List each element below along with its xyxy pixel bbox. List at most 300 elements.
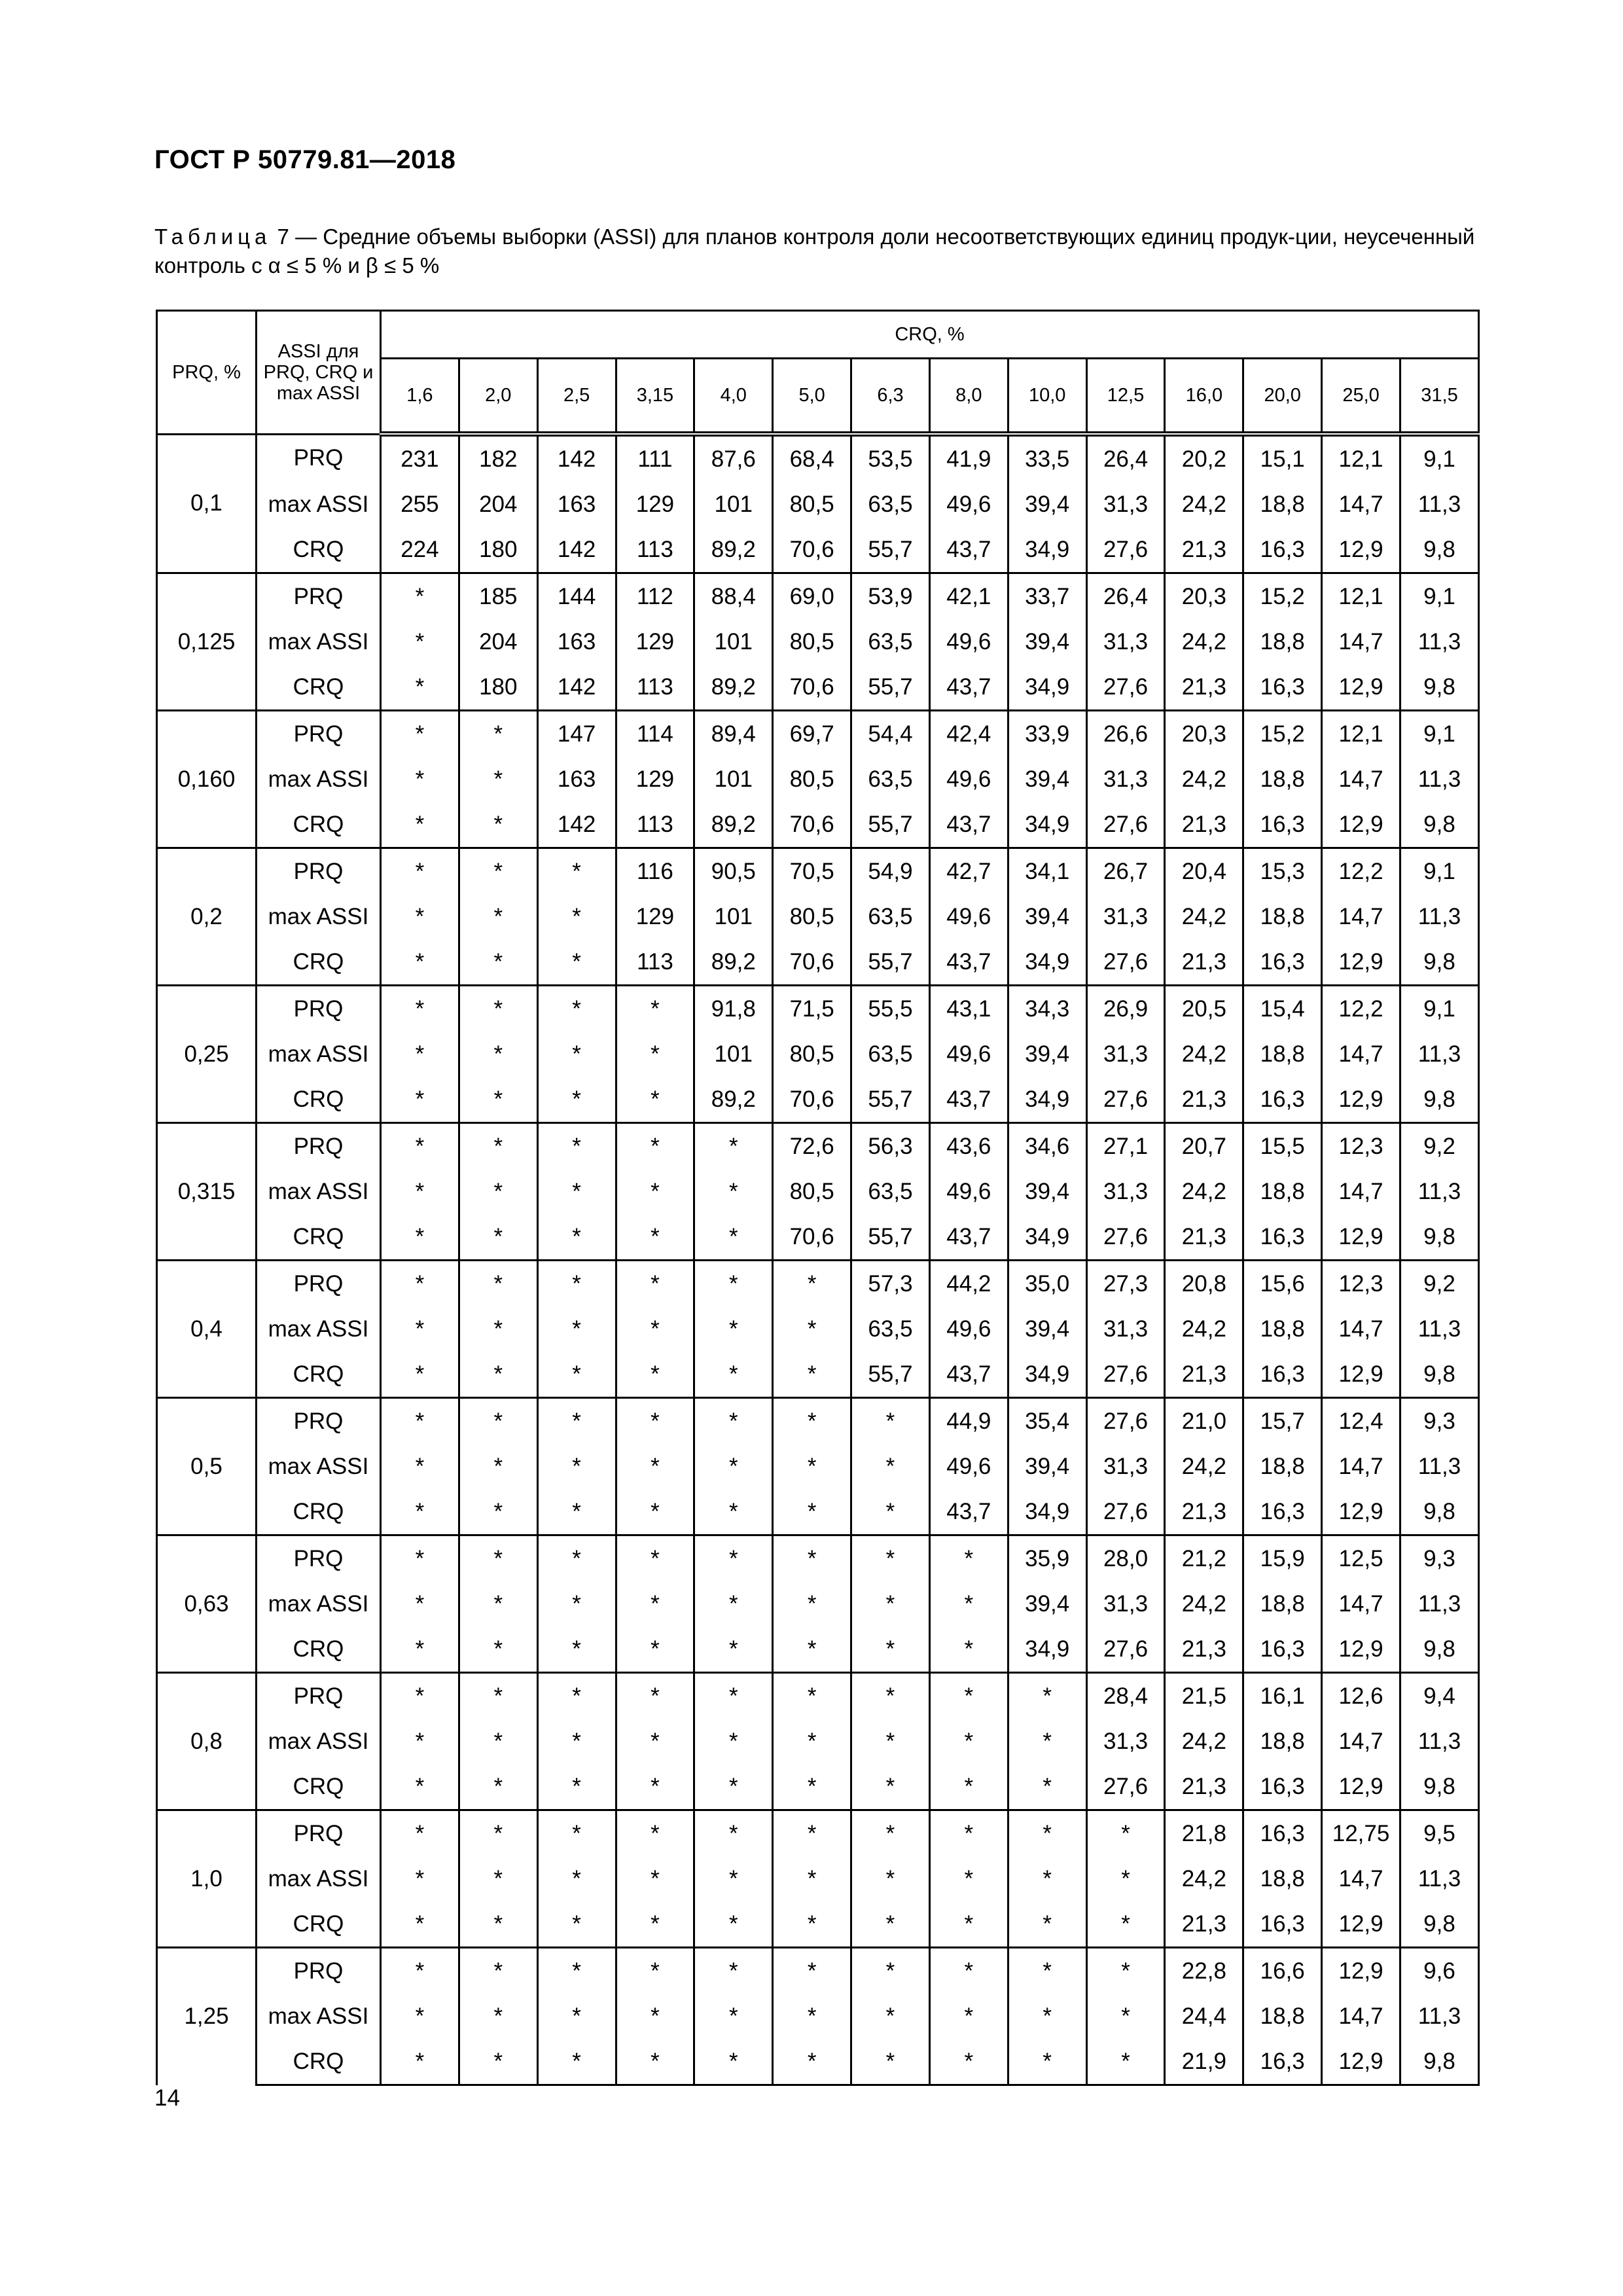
value-cell: 20,4 xyxy=(1165,848,1243,895)
value-cell: * xyxy=(459,1810,537,1857)
value-cell: 14,7 xyxy=(1322,1856,1400,1901)
value-cell: * xyxy=(381,757,459,802)
value-cell: * xyxy=(616,1031,694,1077)
value-cell: 34,9 xyxy=(1008,1626,1086,1673)
value-cell: 12,9 xyxy=(1322,1948,1400,1994)
value-cell: 80,5 xyxy=(773,482,851,527)
value-cell: * xyxy=(929,1856,1008,1901)
value-cell: * xyxy=(1008,2039,1086,2085)
value-cell: 18,8 xyxy=(1243,1306,1322,1352)
table-row xyxy=(157,1901,1479,1948)
value-cell: 24,2 xyxy=(1165,1581,1243,1626)
value-cell: 31,3 xyxy=(1086,757,1165,802)
value-cell: 9,8 xyxy=(1400,664,1478,711)
value-cell: 90,5 xyxy=(694,848,773,895)
value-cell: 14,7 xyxy=(1322,1994,1400,2039)
value-cell: * xyxy=(537,1764,616,1810)
value-cell: * xyxy=(851,1901,930,1948)
value-cell: 42,1 xyxy=(929,573,1008,620)
value-cell: 11,3 xyxy=(1400,1719,1478,1764)
value-cell: * xyxy=(1008,1856,1086,1901)
value-cell: * xyxy=(537,1673,616,1719)
table-row xyxy=(157,1719,1479,1764)
value-cell: * xyxy=(381,894,459,939)
value-cell: 89,2 xyxy=(694,802,773,848)
value-cell: 14,7 xyxy=(1322,482,1400,527)
value-cell: * xyxy=(851,1810,930,1857)
value-cell: 71,5 xyxy=(773,986,851,1032)
value-cell: 12,1 xyxy=(1322,711,1400,757)
value-cell: * xyxy=(694,1581,773,1626)
value-cell: * xyxy=(773,1856,851,1901)
value-cell: 24,2 xyxy=(1165,1719,1243,1764)
value-cell: 16,3 xyxy=(1243,1489,1322,1535)
row-label-cell: max ASSI xyxy=(257,757,381,802)
value-cell: * xyxy=(773,2039,851,2085)
value-cell: 12,9 xyxy=(1322,1901,1400,1948)
value-cell: * xyxy=(381,1123,459,1170)
value-cell: 27,6 xyxy=(1086,1626,1165,1673)
prq-value-cell: 0,160 xyxy=(157,711,257,848)
crq-header-cell: 5,0 xyxy=(773,359,851,435)
value-cell: * xyxy=(1008,1948,1086,1994)
value-cell: 26,4 xyxy=(1086,434,1165,482)
value-cell: 72,6 xyxy=(773,1123,851,1170)
row-label-cell: CRQ xyxy=(257,1214,381,1261)
row-label-cell: max ASSI xyxy=(257,619,381,664)
value-cell: 24,2 xyxy=(1165,1169,1243,1214)
value-cell: * xyxy=(694,1306,773,1352)
value-cell: 21,3 xyxy=(1165,527,1243,573)
value-cell: 43,7 xyxy=(929,939,1008,986)
value-cell: 20,3 xyxy=(1165,573,1243,620)
value-cell: 80,5 xyxy=(773,1169,851,1214)
value-cell: 15,3 xyxy=(1243,848,1322,895)
value-cell: 21,2 xyxy=(1165,1535,1243,1582)
value-cell: * xyxy=(929,1994,1008,2039)
value-cell: 12,9 xyxy=(1322,802,1400,848)
value-cell: * xyxy=(773,1810,851,1857)
value-cell: * xyxy=(616,1123,694,1170)
value-cell: 11,3 xyxy=(1400,1994,1478,2039)
value-cell: * xyxy=(929,1901,1008,1948)
value-cell: 21,3 xyxy=(1165,1764,1243,1810)
value-cell: * xyxy=(537,1169,616,1214)
value-cell: 16,3 xyxy=(1243,1214,1322,1261)
value-cell: 53,9 xyxy=(851,573,930,620)
value-cell: * xyxy=(694,1398,773,1444)
value-cell: * xyxy=(459,939,537,986)
value-cell: 49,6 xyxy=(929,757,1008,802)
prq-value-cell: 1,0 xyxy=(157,1810,257,1948)
value-cell: 21,3 xyxy=(1165,802,1243,848)
value-cell: 18,8 xyxy=(1243,1581,1322,1626)
value-cell: 163 xyxy=(537,619,616,664)
value-cell: 39,4 xyxy=(1008,894,1086,939)
value-cell: 11,3 xyxy=(1400,757,1478,802)
value-cell: 34,9 xyxy=(1008,1214,1086,1261)
value-cell: * xyxy=(381,664,459,711)
value-cell: * xyxy=(381,1581,459,1626)
value-cell: * xyxy=(381,1626,459,1673)
value-cell: 14,7 xyxy=(1322,1719,1400,1764)
value-cell: 15,2 xyxy=(1243,711,1322,757)
value-cell: 27,6 xyxy=(1086,802,1165,848)
value-cell: 9,2 xyxy=(1400,1123,1478,1170)
value-cell: 12,3 xyxy=(1322,1261,1400,1307)
value-cell: * xyxy=(381,1764,459,1810)
prq-value-cell: 0,5 xyxy=(157,1398,257,1535)
value-cell: 27,6 xyxy=(1086,1352,1165,1398)
table-row xyxy=(157,1810,1479,1857)
value-cell: * xyxy=(381,1031,459,1077)
value-cell: * xyxy=(616,1994,694,2039)
table-row xyxy=(157,482,1479,527)
value-cell: 35,9 xyxy=(1008,1535,1086,1582)
value-cell: * xyxy=(459,1948,537,1994)
table-row xyxy=(157,986,1479,1032)
value-cell: 55,7 xyxy=(851,1214,930,1261)
value-cell: 101 xyxy=(694,1031,773,1077)
value-cell: 129 xyxy=(616,757,694,802)
value-cell: 144 xyxy=(537,573,616,620)
value-cell: * xyxy=(773,1306,851,1352)
value-cell: * xyxy=(773,1489,851,1535)
value-cell: 9,4 xyxy=(1400,1673,1478,1719)
value-cell: 16,3 xyxy=(1243,527,1322,573)
value-cell: 33,5 xyxy=(1008,434,1086,482)
value-cell: 16,6 xyxy=(1243,1948,1322,1994)
value-cell: 49,6 xyxy=(929,619,1008,664)
value-cell: * xyxy=(537,1444,616,1489)
prq-value-cell: 0,63 xyxy=(157,1535,257,1673)
value-cell: * xyxy=(929,2039,1008,2085)
value-cell: 21,3 xyxy=(1165,1489,1243,1535)
value-cell: 70,6 xyxy=(773,802,851,848)
value-cell: 185 xyxy=(459,573,537,620)
row-label-cell: CRQ xyxy=(257,802,381,848)
crq-header-cell: 12,5 xyxy=(1086,359,1165,435)
row-label-cell: max ASSI xyxy=(257,1581,381,1626)
value-cell: * xyxy=(616,1352,694,1398)
value-cell: 112 xyxy=(616,573,694,620)
value-cell: * xyxy=(616,2039,694,2085)
value-cell: * xyxy=(694,1123,773,1170)
value-cell: 12,6 xyxy=(1322,1673,1400,1719)
value-cell: 24,2 xyxy=(1165,757,1243,802)
value-cell: * xyxy=(459,2039,537,2085)
value-cell: * xyxy=(381,1261,459,1307)
value-cell: * xyxy=(537,2039,616,2085)
row-label-cell: CRQ xyxy=(257,1626,381,1673)
table-row xyxy=(157,1994,1479,2039)
value-cell: * xyxy=(851,1626,930,1673)
value-cell: 31,3 xyxy=(1086,1306,1165,1352)
table-row xyxy=(157,1535,1479,1582)
value-cell: * xyxy=(381,802,459,848)
value-cell: 12,75 xyxy=(1322,1810,1400,1857)
value-cell: * xyxy=(616,1764,694,1810)
value-cell: 147 xyxy=(537,711,616,757)
value-cell: * xyxy=(459,1077,537,1123)
value-cell: 68,4 xyxy=(773,434,851,482)
value-cell: 14,7 xyxy=(1322,1031,1400,1077)
value-cell: * xyxy=(1008,1810,1086,1857)
value-cell: * xyxy=(537,1123,616,1170)
value-cell: * xyxy=(773,1994,851,2039)
value-cell: 26,4 xyxy=(1086,573,1165,620)
value-cell: 44,2 xyxy=(929,1261,1008,1307)
table-row xyxy=(157,1856,1479,1901)
value-cell: 15,1 xyxy=(1243,434,1322,482)
table-row xyxy=(157,434,1479,482)
value-cell: * xyxy=(1086,1994,1165,2039)
table-row xyxy=(157,711,1479,757)
value-cell: * xyxy=(773,1352,851,1398)
value-cell: 42,7 xyxy=(929,848,1008,895)
value-cell: * xyxy=(1008,1719,1086,1764)
value-cell: * xyxy=(694,1352,773,1398)
value-cell: 12,9 xyxy=(1322,1489,1400,1535)
value-cell: 204 xyxy=(459,482,537,527)
value-cell: 15,4 xyxy=(1243,986,1322,1032)
value-cell: * xyxy=(929,1719,1008,1764)
value-cell: 163 xyxy=(537,757,616,802)
value-cell: * xyxy=(381,1901,459,1948)
value-cell: * xyxy=(1086,1948,1165,1994)
header-assi: ASSI для PRQ, CRQ и max ASSI xyxy=(257,311,381,435)
value-cell: * xyxy=(459,986,537,1032)
value-cell: 56,3 xyxy=(851,1123,930,1170)
value-cell: * xyxy=(616,1581,694,1626)
value-cell: * xyxy=(537,1719,616,1764)
value-cell: 255 xyxy=(381,482,459,527)
value-cell: 31,3 xyxy=(1086,1444,1165,1489)
value-cell: 91,8 xyxy=(694,986,773,1032)
value-cell: * xyxy=(851,1673,930,1719)
value-cell: 54,9 xyxy=(851,848,930,895)
value-cell: * xyxy=(694,1810,773,1857)
value-cell: 80,5 xyxy=(773,757,851,802)
value-cell: * xyxy=(537,894,616,939)
value-cell: 70,6 xyxy=(773,939,851,986)
value-cell: * xyxy=(459,1214,537,1261)
value-cell: * xyxy=(1086,1810,1165,1857)
value-cell: 16,3 xyxy=(1243,664,1322,711)
value-cell: 80,5 xyxy=(773,894,851,939)
value-cell: * xyxy=(537,986,616,1032)
value-cell: 18,8 xyxy=(1243,482,1322,527)
row-label-cell: PRQ xyxy=(257,711,381,757)
value-cell: 129 xyxy=(616,894,694,939)
value-cell: 113 xyxy=(616,939,694,986)
row-label-cell: PRQ xyxy=(257,434,381,482)
row-label-cell: max ASSI xyxy=(257,1306,381,1352)
value-cell: 31,3 xyxy=(1086,1719,1165,1764)
value-cell: * xyxy=(459,1031,537,1077)
value-cell: * xyxy=(929,1626,1008,1673)
value-cell: * xyxy=(616,1535,694,1582)
value-cell: 12,3 xyxy=(1322,1123,1400,1170)
table-row xyxy=(157,1169,1479,1214)
value-cell: * xyxy=(537,1352,616,1398)
value-cell: 39,4 xyxy=(1008,1306,1086,1352)
value-cell: 11,3 xyxy=(1400,1581,1478,1626)
value-cell: * xyxy=(1086,1901,1165,1948)
value-cell: * xyxy=(773,1719,851,1764)
row-label-cell: CRQ xyxy=(257,527,381,573)
value-cell: * xyxy=(851,2039,930,2085)
value-cell: * xyxy=(851,1398,930,1444)
table-row xyxy=(157,1261,1479,1307)
value-cell: 15,7 xyxy=(1243,1398,1322,1444)
value-cell: * xyxy=(537,1398,616,1444)
value-cell: 20,2 xyxy=(1165,434,1243,482)
value-cell: 129 xyxy=(616,619,694,664)
value-cell: * xyxy=(616,1077,694,1123)
value-cell: 63,5 xyxy=(851,482,930,527)
value-cell: * xyxy=(851,1948,930,1994)
value-cell: * xyxy=(851,1489,930,1535)
value-cell: 34,9 xyxy=(1008,664,1086,711)
value-cell: 21,3 xyxy=(1165,1626,1243,1673)
value-cell: * xyxy=(616,1626,694,1673)
value-cell: 55,7 xyxy=(851,1352,930,1398)
value-cell: 16,3 xyxy=(1243,1764,1322,1810)
value-cell: 15,9 xyxy=(1243,1535,1322,1582)
table-row xyxy=(157,1581,1479,1626)
crq-header-cell: 10,0 xyxy=(1008,359,1086,435)
value-cell: * xyxy=(694,1994,773,2039)
prq-value-cell: 0,125 xyxy=(157,573,257,711)
value-cell: 34,9 xyxy=(1008,1077,1086,1123)
value-cell: 9,8 xyxy=(1400,1077,1478,1123)
value-cell: 57,3 xyxy=(851,1261,930,1307)
value-cell: 24,4 xyxy=(1165,1994,1243,2039)
caption-text: 7 — Средние объемы выборки (ASSI) для планов контроля доли несоответствующих единиц продук-ции, неусеченный контроль с α ≤ 5 % и β ≤ 5 % xyxy=(154,224,1475,278)
value-cell: 44,9 xyxy=(929,1398,1008,1444)
value-cell: * xyxy=(694,1261,773,1307)
value-cell: * xyxy=(381,1719,459,1764)
value-cell: 14,7 xyxy=(1322,757,1400,802)
table-row xyxy=(157,894,1479,939)
value-cell: 49,6 xyxy=(929,1031,1008,1077)
value-cell: * xyxy=(616,1948,694,1994)
value-cell: 9,3 xyxy=(1400,1535,1478,1582)
value-cell: * xyxy=(459,1994,537,2039)
value-cell: 9,8 xyxy=(1400,2039,1478,2085)
value-cell: 14,7 xyxy=(1322,1581,1400,1626)
value-cell: 63,5 xyxy=(851,757,930,802)
value-cell: 43,7 xyxy=(929,1489,1008,1535)
value-cell: * xyxy=(459,894,537,939)
value-cell: 16,3 xyxy=(1243,1352,1322,1398)
value-cell: 49,6 xyxy=(929,894,1008,939)
value-cell: * xyxy=(929,1581,1008,1626)
value-cell: * xyxy=(459,1901,537,1948)
value-cell: 70,6 xyxy=(773,664,851,711)
value-cell: 12,5 xyxy=(1322,1535,1400,1582)
value-cell: 142 xyxy=(537,664,616,711)
value-cell: * xyxy=(459,1673,537,1719)
value-cell: * xyxy=(537,1031,616,1077)
value-cell: 28,0 xyxy=(1086,1535,1165,1582)
value-cell: * xyxy=(616,1673,694,1719)
value-cell: 9,1 xyxy=(1400,848,1478,895)
row-label-cell: PRQ xyxy=(257,848,381,895)
value-cell: 14,7 xyxy=(1322,894,1400,939)
table-row xyxy=(157,1764,1479,1810)
value-cell: 27,6 xyxy=(1086,1214,1165,1261)
row-label-cell: PRQ xyxy=(257,1261,381,1307)
value-cell: 12,9 xyxy=(1322,527,1400,573)
value-cell: 55,7 xyxy=(851,527,930,573)
value-cell: * xyxy=(616,1306,694,1352)
table-row xyxy=(157,848,1479,895)
value-cell: 11,3 xyxy=(1400,619,1478,664)
value-cell: * xyxy=(616,1444,694,1489)
value-cell: 18,8 xyxy=(1243,1444,1322,1489)
value-cell: 9,8 xyxy=(1400,1764,1478,1810)
value-cell: 31,3 xyxy=(1086,1169,1165,1214)
value-cell: 21,3 xyxy=(1165,1214,1243,1261)
value-cell: 9,8 xyxy=(1400,1489,1478,1535)
value-cell: 69,0 xyxy=(773,573,851,620)
value-cell: * xyxy=(537,1856,616,1901)
prq-value-cell: 1,25 xyxy=(157,1948,257,2085)
table-row xyxy=(157,1444,1479,1489)
value-cell: 12,2 xyxy=(1322,848,1400,895)
value-cell: 63,5 xyxy=(851,1031,930,1077)
value-cell: 43,7 xyxy=(929,1077,1008,1123)
value-cell: 12,9 xyxy=(1322,1214,1400,1261)
table-row xyxy=(157,1352,1479,1398)
crq-header-cell: 8,0 xyxy=(929,359,1008,435)
value-cell: * xyxy=(694,1673,773,1719)
value-cell: 101 xyxy=(694,757,773,802)
value-cell: * xyxy=(459,1626,537,1673)
value-cell: 12,9 xyxy=(1322,1626,1400,1673)
value-cell: * xyxy=(537,1261,616,1307)
value-cell: * xyxy=(1008,1901,1086,1948)
document-header: ГОСТ Р 50779.81—2018 xyxy=(154,145,456,174)
value-cell: 21,3 xyxy=(1165,664,1243,711)
value-cell: 24,2 xyxy=(1165,1306,1243,1352)
value-cell: * xyxy=(773,1581,851,1626)
value-cell: 43,7 xyxy=(929,527,1008,573)
value-cell: 9,8 xyxy=(1400,1352,1478,1398)
value-cell: * xyxy=(381,1948,459,1994)
value-cell: 224 xyxy=(381,527,459,573)
value-cell: 24,2 xyxy=(1165,1031,1243,1077)
value-cell: 204 xyxy=(459,619,537,664)
value-cell: * xyxy=(537,1306,616,1352)
page-number: 14 xyxy=(154,2085,180,2111)
value-cell: * xyxy=(381,1489,459,1535)
crq-header-cell: 20,0 xyxy=(1243,359,1322,435)
row-label-cell: max ASSI xyxy=(257,1856,381,1901)
value-cell: * xyxy=(381,573,459,620)
value-cell: 21,5 xyxy=(1165,1673,1243,1719)
value-cell: * xyxy=(773,1398,851,1444)
value-cell: * xyxy=(694,1764,773,1810)
table-row xyxy=(157,1306,1479,1352)
prq-value-cell: 0,8 xyxy=(157,1673,257,1810)
value-cell: 9,8 xyxy=(1400,1626,1478,1673)
value-cell: 24,2 xyxy=(1165,894,1243,939)
value-cell: 9,2 xyxy=(1400,1261,1478,1307)
value-cell: 12,9 xyxy=(1322,664,1400,711)
